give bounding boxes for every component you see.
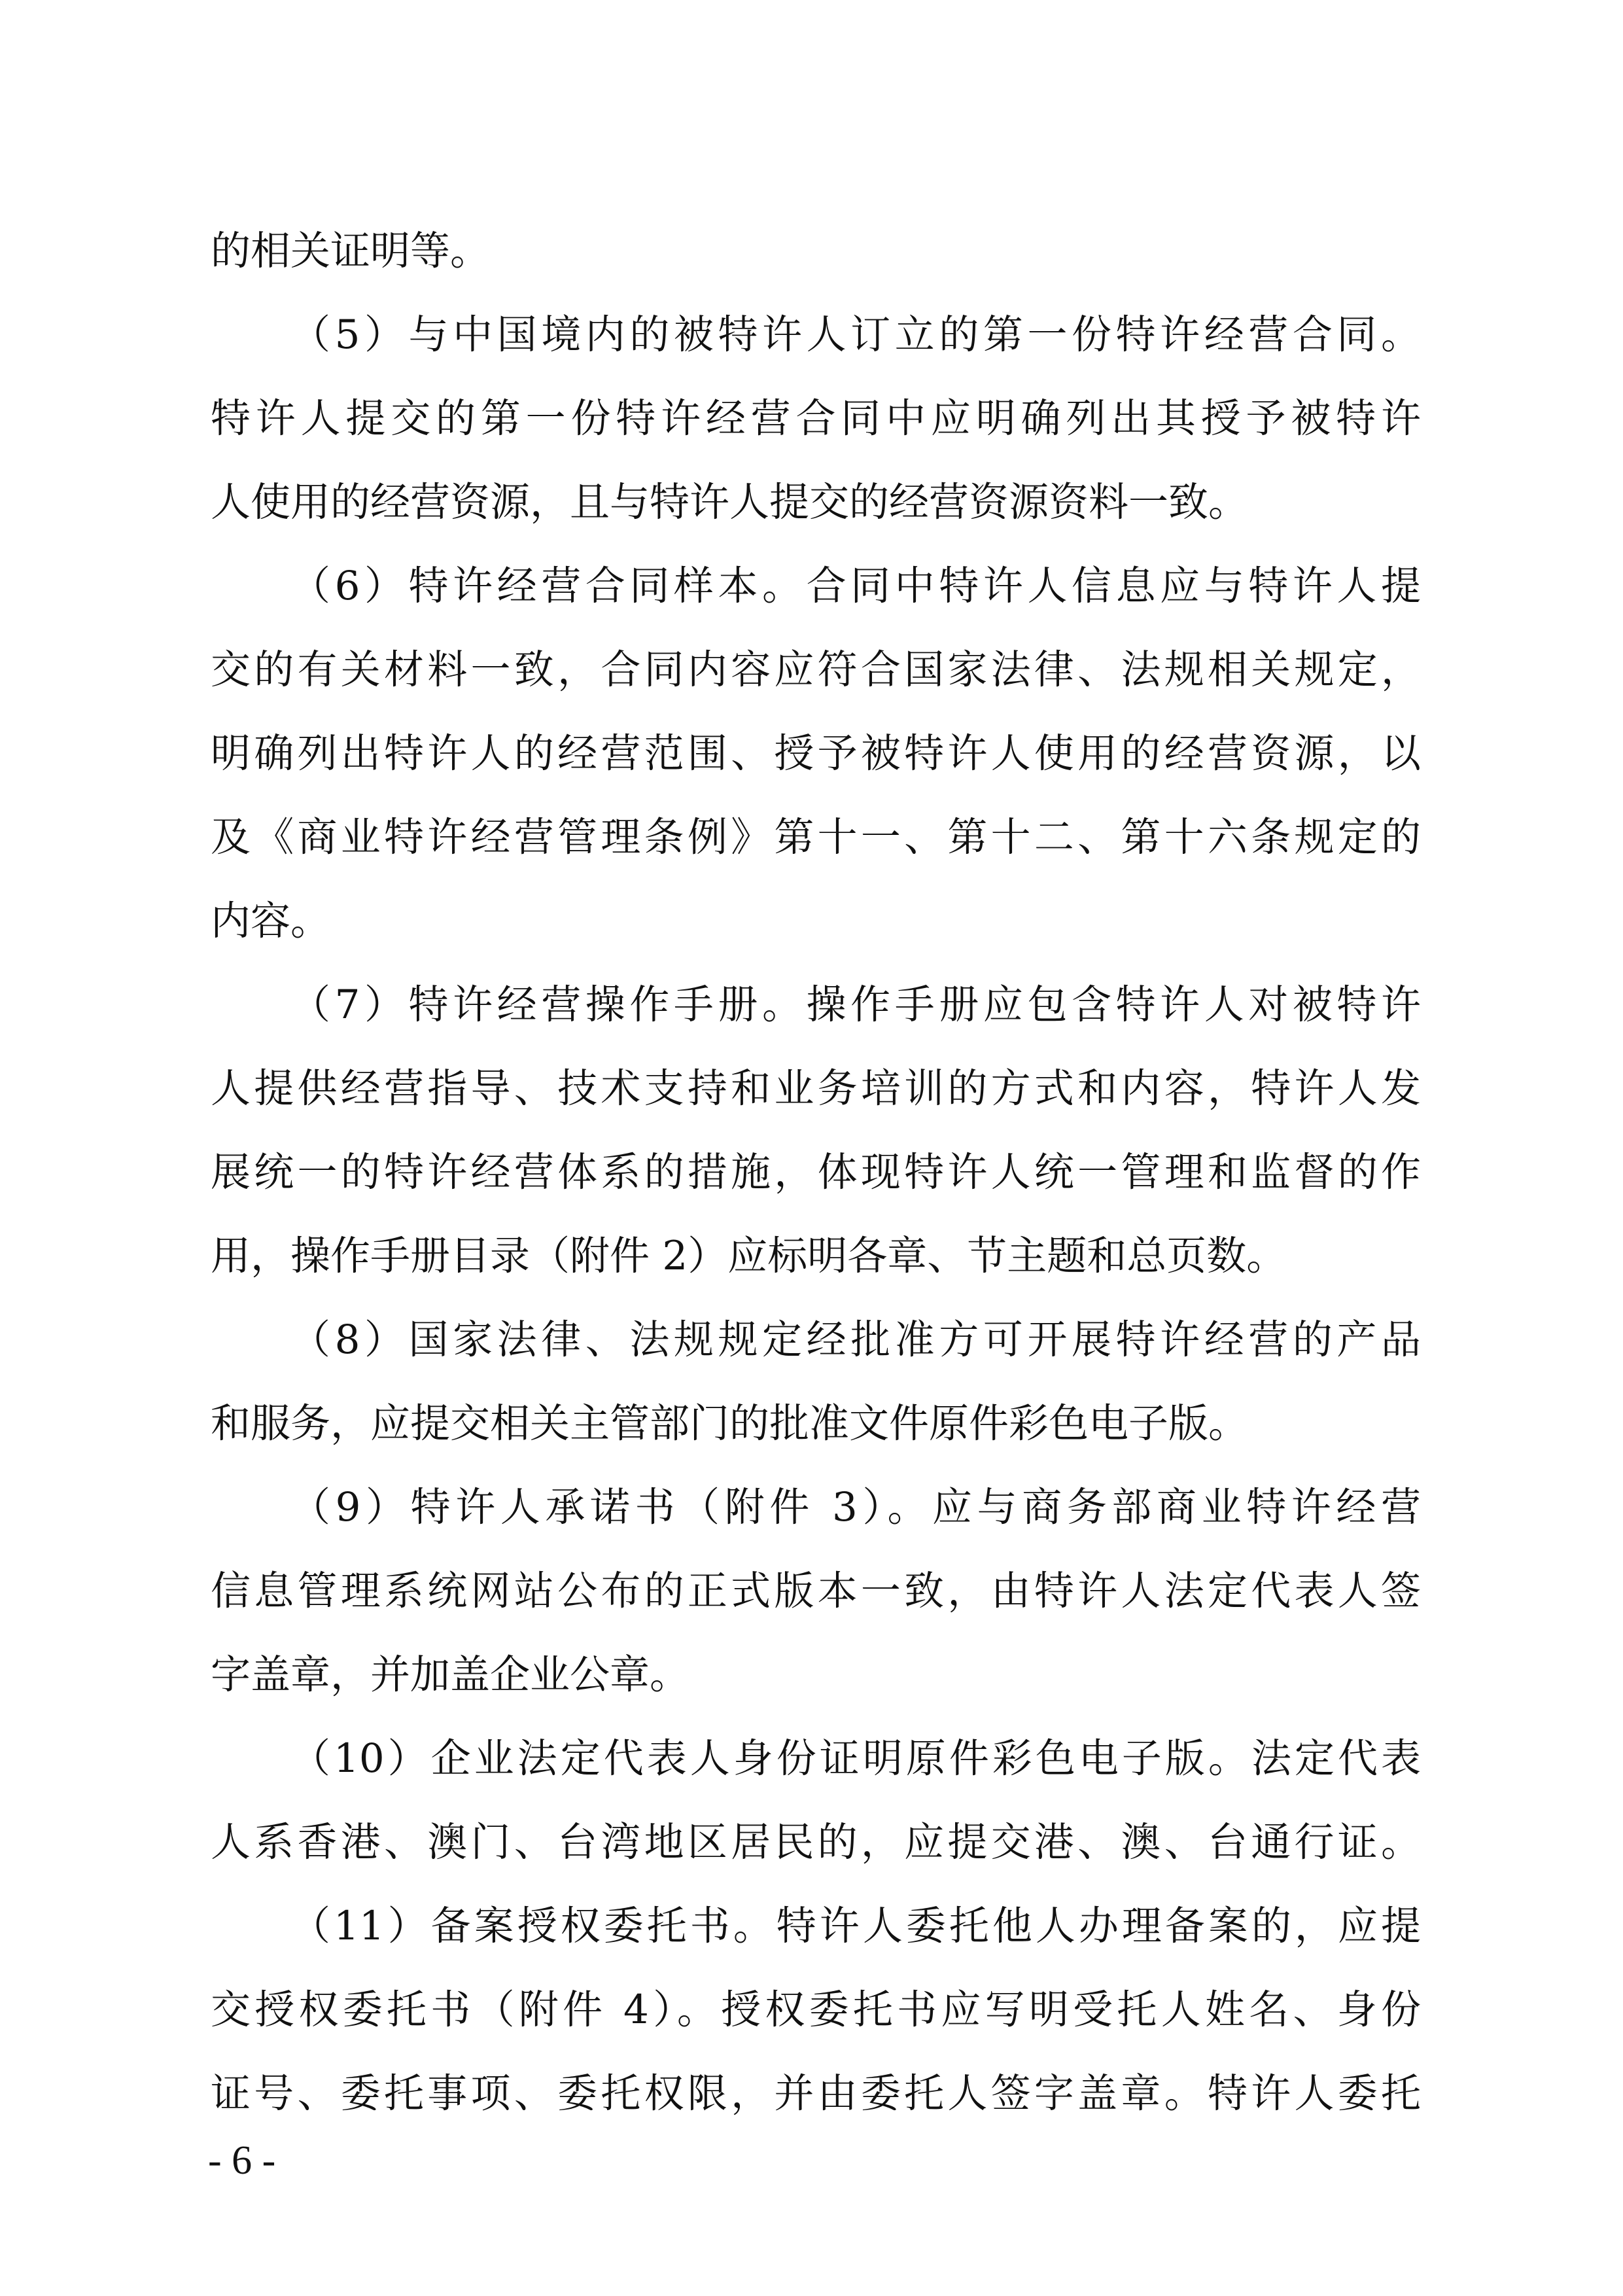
text-line: （10）企业法定代表人身份证明原件彩色电子版。法定代表 — [290, 1735, 1421, 1782]
text-line: 人使用的经营资源，且与特许人提交的经营资源资料一致。 — [211, 479, 1249, 525]
text-line: 人提供经营指导、技术支持和业务培训的方式和内容，特许人发 — [211, 1065, 1421, 1112]
text-line: 字盖章，并加盖企业公章。 — [211, 1651, 690, 1698]
text-line: 交的有关材料一致，合同内容应符合国家法律、法规相关规定， — [211, 646, 1421, 693]
text-line: 明确列出特许人的经营范围、授予被特许人使用的经营资源，以 — [211, 730, 1421, 777]
text-line: 和服务，应提交相关主管部门的批准文件原件彩色电子版。 — [211, 1400, 1249, 1447]
text-line: （9）特许人承诺书（附件 3）。应与商务部商业特许经营 — [290, 1484, 1421, 1530]
text-line: （7）特许经营操作手册。操作手册应包含特许人对被特许 — [290, 981, 1421, 1028]
text-line: 交授权委托书（附件 4）。授权委托书应写明受托人姓名、身份 — [211, 1987, 1421, 2033]
text-line: 证号、委托事项、委托权限，并由委托人签字盖章。特许人委托 — [211, 2070, 1421, 2117]
body-text — [211, 209, 1421, 2136]
text-line: 的相关证明等。 — [211, 228, 491, 274]
text-line: （8）国家法律、法规规定经批准方可开展特许经营的产品 — [290, 1316, 1421, 1363]
text-line: 用，操作手册目录（附件 2）应标明各章、节主题和总页数。 — [211, 1233, 1287, 1279]
text-line: （11）备案授权委托书。特许人委托他人办理备案的，应提 — [290, 1903, 1421, 1949]
text-line: （6）特许经营合同样本。合同中特许人信息应与特许人提 — [290, 563, 1421, 609]
text-line: 展统一的特许经营体系的措施，体现特许人统一管理和监督的作 — [211, 1149, 1421, 1195]
text-line: 信息管理系统网站公布的正式版本一致，由特许人法定代表人签 — [211, 1568, 1421, 1614]
page-number: - 6 - — [208, 2138, 276, 2183]
text-line: 特许人提交的第一份特许经营合同中应明确列出其授予被特许 — [211, 395, 1421, 442]
text-line: 内容。 — [211, 898, 331, 944]
text-line: 人系香港、澳门、台湾地区居民的，应提交港、澳、台通行证。 — [211, 1819, 1421, 1865]
text-line: （5）与中国境内的被特许人订立的第一份特许经营合同。 — [290, 311, 1421, 358]
text-line: 及《商业特许经营管理条例》第十一、第十二、第十六条规定的 — [211, 814, 1421, 860]
